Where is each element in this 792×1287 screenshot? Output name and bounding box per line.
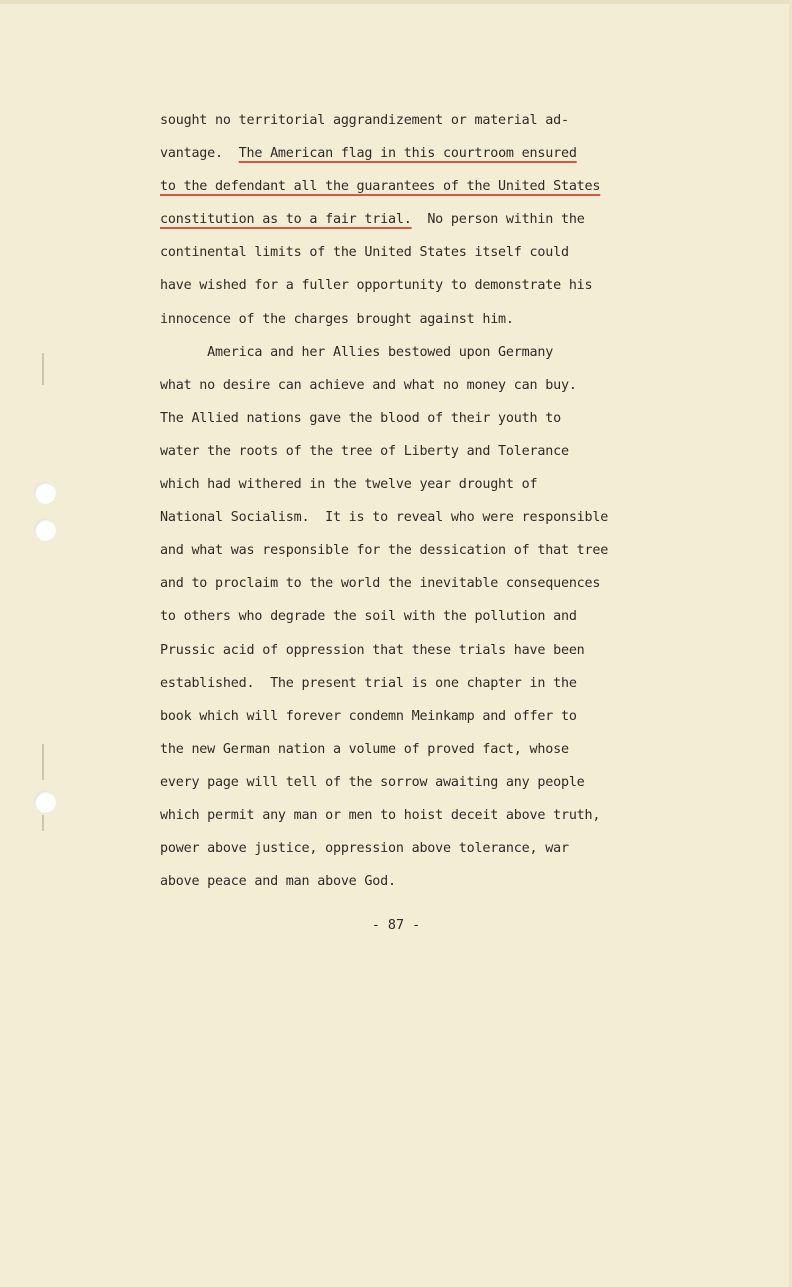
line-text: water the roots of the tree of Liberty and Tolerance — [160, 443, 569, 459]
typed-text-body — [160, 104, 640, 898]
binding-mark — [42, 744, 44, 780]
line-text: power above justice, oppression above tolerance, war — [160, 841, 569, 857]
line-text: National Socialism. It is to reveal who were responsible — [160, 510, 609, 526]
text-line — [160, 402, 640, 435]
text-line — [160, 501, 640, 534]
line-text: innocence of the charges brought against him. — [160, 311, 514, 327]
line-text: book which will forever condemn Meinkamp and offer to — [160, 708, 577, 724]
line-text: which permit any man or men to hoist deceit above truth, — [160, 807, 601, 823]
line-text: sought no territorial aggrandizement or material ad- — [160, 113, 569, 128]
binding-mark — [42, 815, 44, 831]
punch-hole — [34, 519, 56, 541]
line-text: Prussic acid of oppression that these trials have been — [160, 642, 585, 658]
line-text: the new German nation a volume of proved fact, whose — [160, 741, 569, 757]
text-line — [160, 600, 640, 633]
text-line — [160, 667, 640, 700]
text-line — [160, 766, 640, 799]
underlined-text: constitution as to a fair trial. — [160, 212, 412, 228]
page-top-edge — [0, 0, 792, 4]
text-line — [160, 303, 640, 336]
line-text: and what was responsible for the dessication of that tree — [160, 543, 609, 559]
text-line — [160, 567, 640, 600]
text-line — [160, 269, 640, 302]
underlined-text: The American flag in this courtroom ensured — [238, 146, 577, 162]
punch-hole — [34, 482, 56, 504]
binding-mark — [42, 353, 44, 385]
text-line — [160, 534, 640, 567]
text-line — [160, 369, 640, 402]
line-text: America and her Allies bestowed upon Germany — [160, 344, 554, 360]
punch-hole — [34, 791, 56, 813]
line-text: have wished for a fuller opportunity to demonstrate his — [160, 278, 593, 294]
page-number: - 87 - — [371, 918, 421, 933]
line-text: what no desire can achieve and what no money can buy. — [160, 377, 577, 393]
text-line — [160, 203, 640, 236]
line-text: above peace and man above God. — [160, 874, 396, 890]
line-text: The Allied nations gave the blood of their youth to — [160, 410, 561, 426]
line-text: vantage. — [160, 146, 239, 162]
text-line — [160, 137, 640, 170]
text-line — [160, 236, 640, 269]
text-line — [160, 799, 640, 832]
line-text: which had withered in the twelve year drought of — [160, 477, 538, 493]
text-line — [160, 104, 640, 137]
text-line — [160, 170, 640, 203]
text-line — [160, 468, 640, 501]
text-line — [160, 634, 640, 667]
text-line — [160, 733, 640, 766]
text-line — [160, 865, 640, 898]
line-text: to others who degrade the soil with the pollution and — [160, 609, 577, 625]
text-line — [160, 435, 640, 468]
text-line — [160, 700, 640, 733]
line-text: every page will tell of the sorrow awaiting any people — [160, 774, 585, 790]
text-line — [160, 336, 640, 369]
line-text: established. The present trial is one chapter in the — [160, 675, 577, 691]
text-line — [160, 832, 640, 865]
line-text: No person within the — [411, 212, 585, 228]
line-text: continental limits of the United States itself could — [160, 245, 569, 261]
line-text: and to proclaim to the world the inevitable consequences — [160, 576, 601, 592]
underlined-text: to the defendant all the guarantees of the United States — [160, 179, 601, 195]
